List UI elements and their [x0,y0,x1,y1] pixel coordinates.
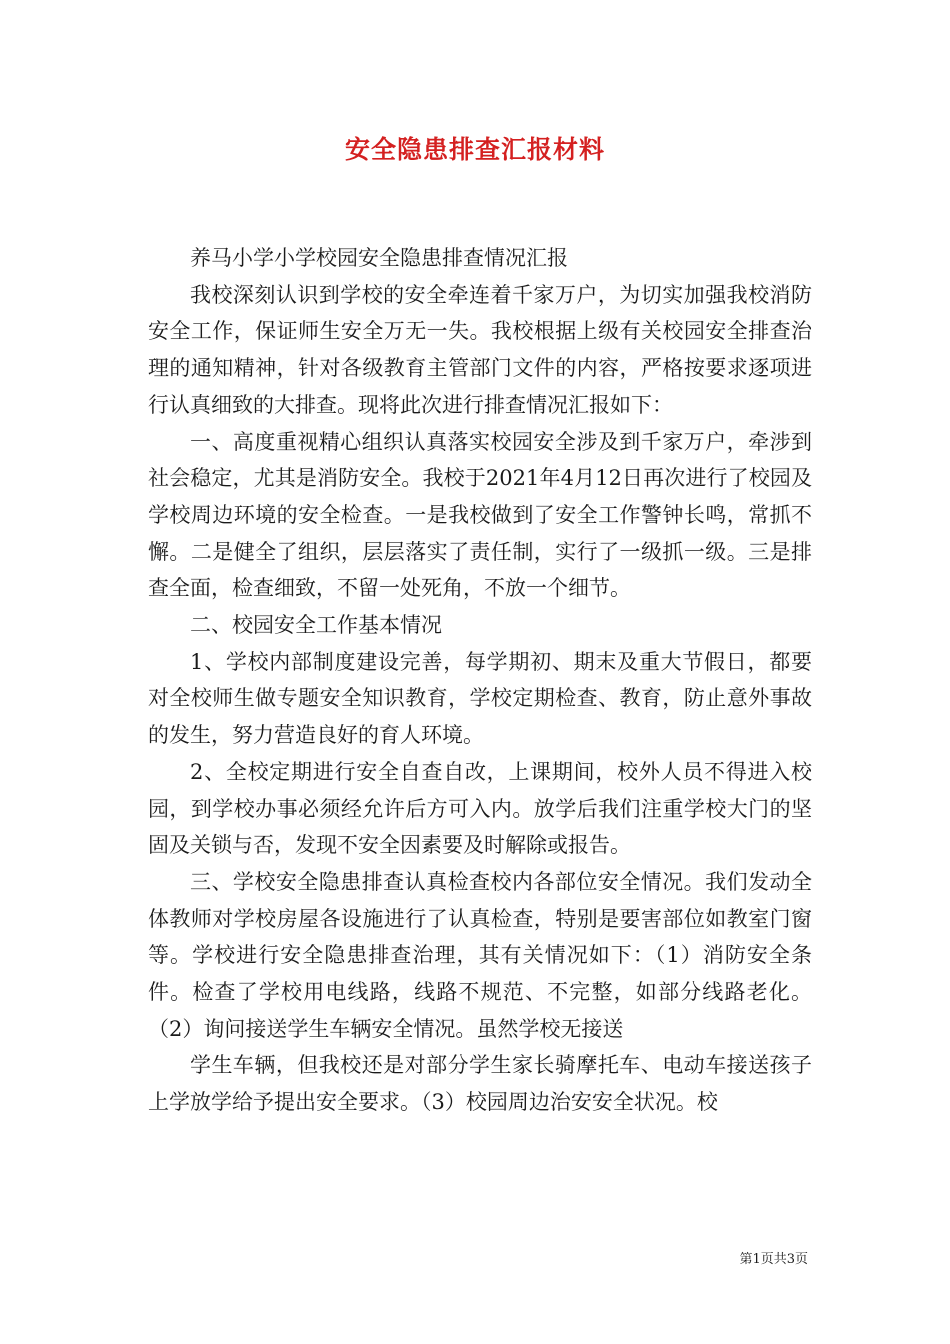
paragraph-section-1: 一、高度重视精心组织认真落实校园安全涉及到千家万户，牵涉到社会稳定，尤其是消防安全。我校于2021年4月12日再次进行了校园及学校周边环境的安全检查。一是我校做到了安全工作警钟长鸣，常抓不懈。二是健全了组织，层层落实了责任制，实行了一级抓一级。三是排查全面，检查细致，不留一处死角，不放一个细节。 [148,429,812,601]
report-subtitle: 养马小学小学校园安全隐患排查情况汇报 [190,246,568,270]
paragraph-intro: 我校深刻认识到学校的安全牵连着千家万户，为切实加强我校消防安全工作，保证师生安全万无一失。我校根据上级有关校园安全排查治理的通知精神，针对各级教育主管部门文件的内容，严格按要求逐项进行认真细致的大排查。现将此次进行排查情况汇报如下： [148,282,812,417]
section-heading-2: 二、校园安全工作基本情况 [190,613,442,638]
page-title: 安全隐患排查汇报材料 [344,135,605,164]
paragraph-continuation: 学生车辆，但我校还是对部分学生家长骑摩托车、电动车接送孩子上学放学给予提出安全要求。（3）校园周边治安安全状况。校 [148,1053,812,1115]
page-number: 第1页共3页 [739,1252,808,1267]
paragraph-item-1: 1、学校内部制度建设完善，每学期初、期末及重大节假日，都要对全校师生做专题安全知识教育，学校定期检查、教育，防止意外事故的发生，努力营造良好的育人环境。 [148,649,812,748]
document-body [148,240,812,1121]
paragraph-section-3: 三、学校安全隐患排查认真检查校内各部位安全情况。我们发动全体教师对学校房屋各设施进行了认真检查，特别是要害部位如教室门窗等。学校进行安全隐患排查治理，其有关情况如下：（1）消防安全条件。检查了学校用电线路，线路不规范、不完整，如部分线路老化。（2）询问接送学生车辆安全情况。虽然学校无接送 [148,869,812,1041]
paragraph-item-2: 2、全校定期进行安全自查自改，上课期间，校外人员不得进入校园，到学校办事必须经允许后方可入内。放学后我们注重学校大门的坚固及关锁与否，发现不安全因素要及时解除或报告。 [148,759,812,858]
